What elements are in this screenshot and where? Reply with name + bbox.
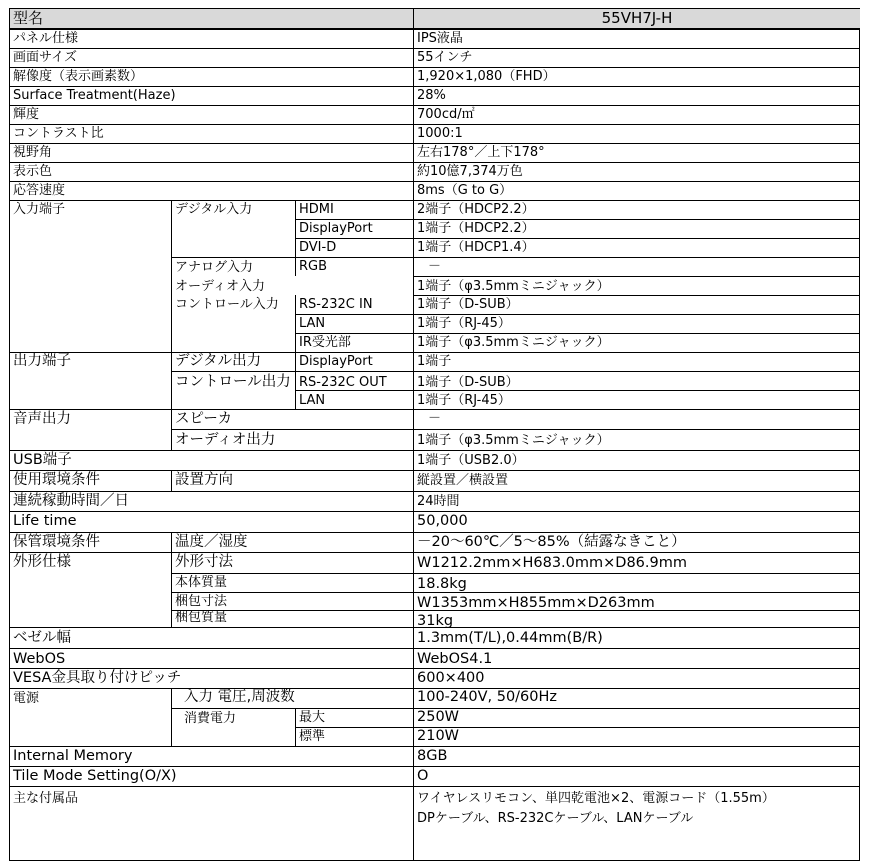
bezel-label: ベゼル幅: [13, 630, 71, 646]
power-max-value: 250W: [417, 709, 460, 725]
exterior-dims-value: W1212.2mm×H683.0mm×D86.9mm: [417, 555, 687, 571]
rs232-in-value: 1端子（D-SUB）: [417, 297, 519, 312]
storage-sub-label: 温度／湿度: [175, 534, 248, 550]
dp-output-label: DisplayPort: [299, 354, 373, 369]
rule: [10, 552, 859, 553]
weight-label: 本体質量: [175, 575, 228, 590]
power-input-label: 入力 電圧,周波数: [184, 689, 295, 705]
rs232-out-value: 1端子（D-SUB）: [417, 375, 519, 390]
pkg-dims-value: W1353mm×H855mm×D263mm: [417, 595, 655, 610]
rule: [10, 143, 859, 144]
ir-value: 1端子（φ3.5mmミニジャック）: [417, 335, 610, 350]
rule: [172, 708, 859, 709]
contrast-value: 1000:1: [417, 126, 463, 141]
power-input-value: 100-240V, 50/60Hz: [417, 689, 558, 705]
rule: [171, 532, 172, 627]
rule: [296, 219, 859, 220]
rule: [171, 470, 172, 491]
power-label: 電源: [13, 691, 40, 706]
rs232-out-label: RS-232C OUT: [299, 375, 387, 390]
lan-in-value: 1端子（RJ-45）: [417, 316, 511, 331]
rule: [296, 238, 859, 239]
tile-label: Tile Mode Setting(O/X): [13, 768, 177, 784]
resolution-value: 1,920×1,080（FHD）: [417, 69, 556, 84]
weight-value: 18.8kg: [417, 576, 467, 592]
vesa-label: VESA金具取り付けピッチ: [13, 670, 182, 686]
storage-label: 保管環境条件: [13, 534, 100, 550]
rule: [172, 592, 859, 593]
rule: [10, 48, 859, 49]
control-output-label: コントロール出力: [175, 374, 291, 390]
rule: [10, 786, 859, 787]
ir-label: IR受光部: [299, 335, 351, 350]
rule: [10, 511, 859, 512]
brightness-value: 700cd/㎡: [417, 107, 475, 122]
life-label: Life time: [13, 513, 77, 529]
digital-output-label: デジタル出力: [175, 353, 262, 369]
rgb-label: RGB: [299, 259, 328, 274]
input-label: 入力端子: [13, 202, 66, 217]
viewing-angle-value: 左右178°／上下178°: [417, 145, 545, 160]
rule: [10, 688, 859, 689]
rule: [413, 9, 414, 860]
brightness-label: 輝度: [13, 107, 40, 122]
rule: [172, 371, 859, 372]
rule: [296, 727, 859, 728]
rule: [10, 766, 859, 767]
spec-table: [9, 8, 860, 861]
memory-value: 8GB: [417, 748, 448, 764]
rule: [10, 352, 859, 353]
surface-value: 28%: [417, 88, 446, 103]
rule: [295, 708, 296, 746]
rule: [10, 470, 859, 471]
rule: [10, 124, 859, 125]
response-value: 8ms（G to G）: [417, 183, 513, 198]
vesa-value: 600×400: [417, 670, 485, 686]
rule: [10, 105, 859, 106]
env-value: 縦設置／横設置: [417, 473, 509, 488]
rule: [296, 333, 859, 334]
dvi-value: 1端子（HDCP1.4）: [417, 240, 535, 255]
rule: [10, 28, 859, 30]
tile-value: O: [417, 768, 429, 784]
storage-value: －20～60℃／5～85%（結露なきこと）: [417, 534, 686, 550]
rule: [171, 688, 172, 746]
audio-output-label: 音声出力: [13, 411, 71, 427]
lan-out-value: 1端子（RJ-45）: [417, 393, 511, 408]
operation-value: 24時間: [417, 494, 460, 509]
rule: [10, 200, 859, 201]
accessories-value: [414, 787, 860, 861]
power-std-value: 210W: [417, 728, 460, 744]
consumption-label: 消費電力: [184, 711, 237, 726]
pkg-weight-label: 梱包質量: [175, 611, 228, 625]
life-value: 50,000: [417, 513, 468, 529]
exterior-label: 外形仕様: [13, 554, 71, 570]
dp-input-label: DisplayPort: [299, 221, 373, 236]
header-label: 型名: [10, 9, 413, 28]
control-input-label: コントロール入力: [175, 297, 279, 312]
hdmi-label: HDMI: [299, 202, 334, 217]
rule: [10, 409, 859, 410]
power-max-label: 最大: [299, 710, 326, 725]
dp-output-value: 1端子: [417, 354, 452, 369]
audio-output-sub-label: オーディオ出力: [175, 432, 276, 448]
webos-label: WebOS: [13, 651, 66, 667]
usb-value: 1端子（USB2.0）: [417, 453, 525, 468]
rule: [10, 746, 859, 747]
exterior-dims-label: 外形寸法: [175, 554, 233, 570]
rule: [10, 181, 859, 182]
rule: [10, 668, 859, 669]
rs232-in-label: RS-232C IN: [299, 297, 373, 312]
hdmi-value: 2端子（HDCP2.2）: [417, 202, 535, 217]
env-sub-label: 設置方向: [175, 472, 233, 488]
surface-label: Surface Treatment(Haze): [13, 88, 176, 103]
colors-value: 約10億7,374万色: [417, 164, 523, 179]
dvi-label: DVI-D: [299, 240, 337, 255]
model-name: 55VH7J-H: [414, 9, 860, 28]
output-label: 出力端子: [13, 353, 71, 369]
memory-label: Internal Memory: [13, 748, 133, 764]
rule: [10, 648, 859, 649]
panel-label: パネル仕様: [13, 31, 79, 46]
audio-output-value: 1端子（φ3.5mmミニジャック）: [417, 433, 610, 448]
rule: [172, 257, 859, 258]
rule: [10, 491, 859, 492]
contrast-label: コントラスト比: [13, 126, 104, 141]
response-label: 応答速度: [13, 183, 66, 198]
rule: [172, 429, 859, 430]
rule: [172, 610, 859, 611]
dp-input-value: 1端子（HDCP2.2）: [417, 221, 535, 236]
rule: [296, 314, 859, 315]
screen-size-value: 55インチ: [417, 50, 473, 65]
rule: [296, 390, 859, 391]
rule: [414, 295, 859, 296]
rule: [295, 295, 296, 409]
rule: [10, 450, 859, 451]
bezel-value: 1.3mm(T/L),0.44mm(B/R): [417, 630, 603, 646]
rule: [10, 162, 859, 163]
viewing-angle-label: 視野角: [13, 145, 53, 160]
resolution-label: 解像度（表示画素数）: [13, 69, 144, 84]
power-std-label: 標準: [299, 729, 326, 744]
accessories-line-2: DPケーブル、RS-232Cケーブル、LANケーブル: [417, 811, 694, 826]
accessories-line-1: ワイヤレスリモコン、単四乾電池×2、電源コード（1.55m）: [417, 791, 775, 806]
pkg-dims-label: 梱包寸法: [175, 594, 228, 609]
usb-label: USB端子: [13, 452, 72, 468]
digital-input-label: デジタル入力: [175, 202, 253, 217]
rule: [10, 67, 859, 68]
rule: [414, 276, 859, 277]
audio-input-label: オーディオ入力: [175, 279, 265, 294]
screen-size-label: 画面サイズ: [13, 50, 77, 65]
panel-value: IPS液晶: [417, 31, 463, 46]
operation-label: 連続稼動時間／日: [13, 493, 129, 509]
rule: [172, 573, 859, 574]
rgb-value: －: [428, 259, 442, 274]
speaker-label: スピーカ: [175, 411, 233, 427]
rule: [10, 86, 859, 87]
lan-in-label: LAN: [299, 316, 326, 331]
webos-value: WebOS4.1: [417, 651, 493, 667]
accessories-label: 主な付属品: [13, 791, 79, 806]
speaker-value: －: [428, 411, 442, 426]
colors-label: 表示色: [13, 164, 53, 179]
rule: [171, 200, 172, 450]
lan-out-label: LAN: [299, 393, 326, 408]
analog-input-label: アナログ入力: [175, 260, 254, 275]
pkg-weight-value: 31kg: [417, 613, 454, 627]
rule: [10, 627, 859, 628]
rule: [10, 532, 859, 533]
env-label: 使用環境条件: [13, 472, 100, 488]
audio-input-value: 1端子（φ3.5mmミニジャック）: [417, 279, 610, 294]
rule: [295, 200, 296, 276]
